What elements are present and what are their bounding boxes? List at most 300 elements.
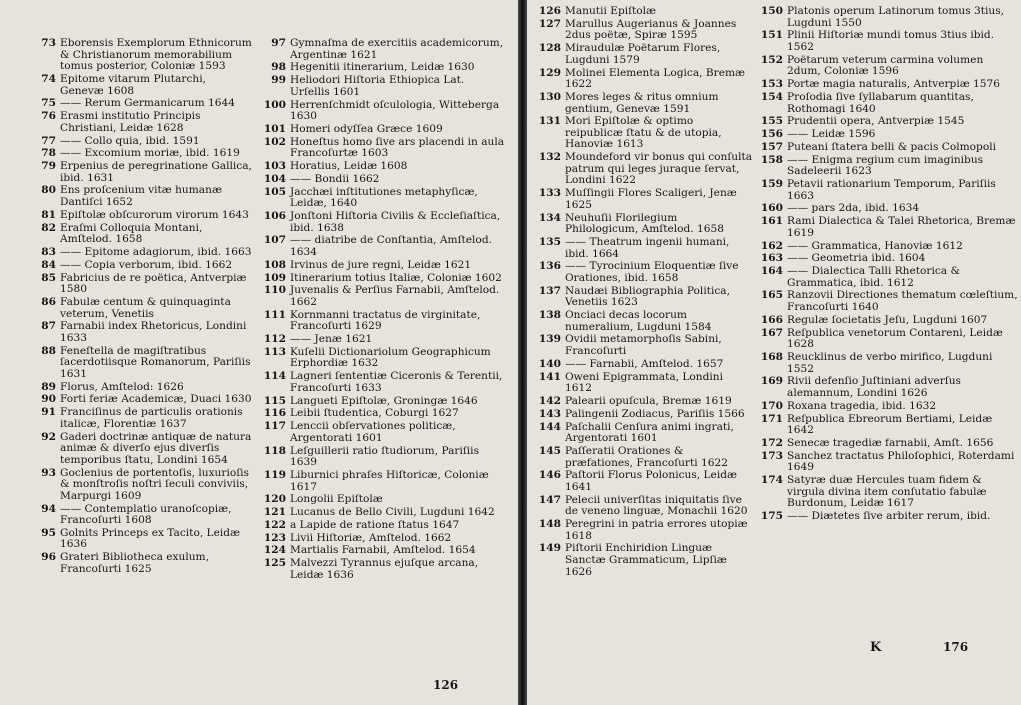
entry-number: 83 bbox=[41, 245, 56, 258]
catalog-entry bbox=[753, 142, 1019, 154]
entry-number: 89 bbox=[41, 380, 56, 393]
catalog-entry bbox=[26, 432, 252, 467]
catalog-entry bbox=[256, 310, 506, 333]
entry-number: 169 bbox=[760, 375, 783, 388]
catalog-entry bbox=[753, 438, 1019, 450]
entry-number: 100 bbox=[263, 98, 286, 111]
entry-text: Feneſtella de magiſtratibus ſacerdotiisque Romanorum, Pariſiis 1631 bbox=[60, 344, 251, 380]
left-page-column-1 bbox=[26, 38, 252, 577]
catalog-entry bbox=[26, 552, 252, 575]
catalog-entry bbox=[26, 210, 252, 222]
entry-text: Heliodori Hiſtoria Ethiopica Lat. Urſellis 1601 bbox=[290, 74, 465, 98]
entry-text: Puteani ſtatera belli & pacis Colmopoli bbox=[787, 140, 996, 153]
catalog-entry bbox=[753, 475, 1019, 510]
entry-text: Mores leges & ritus omnium gentium, Genevæ 1591 bbox=[565, 90, 719, 115]
entry-number: 155 bbox=[760, 115, 783, 128]
entry-number: 175 bbox=[760, 510, 783, 523]
entry-number: 134 bbox=[538, 211, 561, 224]
entry-number: 123 bbox=[263, 531, 286, 544]
entry-number: 84 bbox=[41, 258, 56, 271]
entry-number: 125 bbox=[263, 557, 286, 570]
catalog-entry bbox=[531, 213, 753, 236]
entry-number: 132 bbox=[538, 151, 561, 164]
entry-text: —— Excomium moriæ, ibid. 1619 bbox=[60, 147, 240, 160]
catalog-entry bbox=[26, 74, 252, 97]
entry-number: 157 bbox=[760, 140, 783, 153]
catalog-entry bbox=[531, 92, 753, 115]
entry-number: 158 bbox=[760, 153, 783, 166]
entry-text: Kuſelii Dictionariolum Geographicum Erphordiæ 1632 bbox=[290, 345, 491, 370]
entry-text: Fabulæ centum & quinquaginta veterum, Venetiis bbox=[60, 295, 231, 320]
entry-text: Piſtorii Enchiridion Linguæ Sanctæ Grammaticum, Lipſiæ 1626 bbox=[565, 542, 727, 578]
entry-number: 117 bbox=[263, 420, 286, 433]
entry-number: 114 bbox=[263, 370, 286, 383]
entry-text: Martialis Farnabii, Amſtelod. 1654 bbox=[290, 544, 476, 557]
entry-text: —— Rerum Germanicarum 1644 bbox=[60, 97, 235, 110]
entry-text: Florus, Amſtelod: 1626 bbox=[60, 380, 184, 393]
catalog-entry bbox=[256, 347, 506, 370]
entry-number: 143 bbox=[538, 407, 561, 420]
entry-number: 107 bbox=[263, 234, 286, 247]
entry-number: 104 bbox=[263, 172, 286, 185]
entry-text: Lenccii obſervationes politicæ, Argentorati 1601 bbox=[290, 420, 456, 444]
catalog-entry bbox=[26, 468, 252, 503]
entry-text: —— Enigma regium cum imaginibus Sadeleerii 1623 bbox=[787, 153, 984, 178]
catalog-entry bbox=[256, 124, 506, 136]
catalog-entry bbox=[26, 247, 252, 259]
entry-text: Neuhuſii Florilegium Philologicum, Amſtelod. 1658 bbox=[565, 211, 724, 236]
entry-number: 97 bbox=[271, 37, 286, 49]
entry-number: 118 bbox=[263, 444, 286, 457]
entry-text: Malvezzi Tyrannus ejuſque arcana, Leidæ 1636 bbox=[290, 557, 479, 581]
catalog-entry bbox=[531, 422, 753, 445]
right-page-column-1 bbox=[531, 6, 753, 579]
entry-text: Reucklinus de verbo mirifico, Lugduni 1552 bbox=[787, 351, 993, 375]
entry-text: Regulæ ſocietatis Jeſu, Lugduni 1607 bbox=[787, 313, 988, 326]
entry-text: Lagneri ſententiæ Ciceronis & Terentii, Francoſurti 1633 bbox=[290, 370, 503, 394]
entry-text: a Lapide de ratione ſtatus 1647 bbox=[290, 518, 460, 531]
catalog-entry bbox=[26, 136, 252, 148]
catalog-entry bbox=[753, 401, 1019, 413]
entry-text: Oweni Epigrammata, Londini 1612 bbox=[565, 370, 723, 395]
catalog-entry bbox=[531, 409, 753, 421]
entry-number: 126 bbox=[538, 5, 561, 17]
catalog-entry bbox=[256, 421, 506, 444]
entry-number: 136 bbox=[538, 260, 561, 273]
entry-text: Irvinus de jure regni, Leidæ 1621 bbox=[290, 258, 472, 271]
entry-text: Fabricius de re poëtica, Antverpiæ 1580 bbox=[60, 271, 247, 296]
entry-text: Jonſtoni Hiſtoria Civilis & Eccleſiaſtica, ibid. 1638 bbox=[290, 210, 501, 234]
entry-number: 152 bbox=[760, 53, 783, 66]
entry-text: Pelecii univerſitas iniquitatis ſive de veneno linguæ, Monachii 1620 bbox=[565, 493, 748, 518]
entry-number: 120 bbox=[263, 493, 286, 506]
catalog-entry bbox=[753, 253, 1019, 265]
entry-text: Mori Epiſtolæ & optimo reipublicæ ſtatu & de utopia, Hanoviæ 1613 bbox=[565, 115, 722, 151]
catalog-entry bbox=[26, 382, 252, 394]
entry-text: Grateri Bibliotheca exulum, Francoſurti 1625 bbox=[60, 551, 209, 575]
entry-text: Kornmanni tractatus de virginitate, Francoſurti 1629 bbox=[290, 308, 481, 333]
entry-number: 167 bbox=[760, 326, 783, 339]
right-page-number: 176 bbox=[943, 640, 969, 654]
entry-number: 170 bbox=[760, 399, 783, 412]
entry-number: 154 bbox=[760, 90, 783, 103]
catalog-entry bbox=[753, 203, 1019, 215]
entry-text: Proſodia ſive ſyllabarum quantitas, Rothomagi 1640 bbox=[787, 90, 974, 115]
entry-number: 142 bbox=[538, 395, 561, 407]
catalog-entry bbox=[256, 334, 506, 346]
catalog-entry bbox=[256, 211, 506, 234]
entry-number: 173 bbox=[760, 449, 783, 462]
book-gutter bbox=[518, 0, 527, 705]
right-page bbox=[527, 0, 1021, 705]
entry-number: 160 bbox=[760, 202, 783, 215]
catalog-entry bbox=[753, 116, 1019, 128]
entry-number: 122 bbox=[263, 518, 286, 531]
catalog-entry bbox=[753, 129, 1019, 141]
entry-text: Palearii opuſcula, Bremæ 1619 bbox=[565, 395, 732, 407]
entry-text: Palingenii Zodiacus, Pariſiis 1566 bbox=[565, 407, 745, 420]
catalog-entry bbox=[26, 98, 252, 110]
catalog-entry bbox=[26, 394, 252, 406]
entry-text: —— Collo quia, ibid. 1591 bbox=[60, 134, 200, 147]
entry-text: Lucanus de Bello Civili, Lugduni 1642 bbox=[290, 506, 495, 519]
entry-number: 166 bbox=[760, 313, 783, 326]
entry-number: 94 bbox=[41, 502, 56, 515]
entry-number: 95 bbox=[41, 526, 56, 539]
entry-text: Gymnaſma de exercitiis academicorum, Argentinæ 1621 bbox=[290, 37, 504, 61]
entry-text: Molinei Elementa Logica, Bremæ 1622 bbox=[565, 66, 746, 91]
entry-text: Herrenſchmidt oſculologia, Witteberga 1630 bbox=[290, 98, 500, 123]
entry-number: 81 bbox=[41, 208, 56, 221]
catalog-entry bbox=[531, 334, 753, 357]
catalog-entry bbox=[26, 148, 252, 160]
entry-number: 140 bbox=[538, 357, 561, 370]
entry-text: Rivii defenſio Juſtiniani adverſus alemannum, Londini 1626 bbox=[787, 375, 961, 399]
entry-text: Ranzovii Directiones thematum cœleſtium, Francoſurti 1640 bbox=[787, 289, 1018, 314]
entry-number: 92 bbox=[41, 430, 56, 443]
entry-text: —— diatribe de Conſtantia, Amſtelod. 1634 bbox=[290, 234, 492, 258]
entry-text: Epitome vitarum Plutarchi, Genevæ 1608 bbox=[60, 72, 206, 97]
entry-text: Muſſingii Flores Scaligeri, Jenæ 1625 bbox=[565, 187, 737, 211]
entry-text: —— pars 2da, ibid. 1634 bbox=[787, 202, 920, 215]
entry-text: Moundeford vir bonus qui conſulta patrum qui leges juraque ſervat, Londini 1622 bbox=[565, 151, 753, 187]
entry-number: 121 bbox=[263, 506, 286, 519]
entry-text: Reſpublica Ebreorum Bertiami, Leidæ 1642 bbox=[787, 412, 993, 437]
catalog-entry bbox=[531, 495, 753, 518]
catalog-entry bbox=[256, 137, 506, 160]
entry-text: Erasmi institutio Principis Christiani, Leidæ 1628 bbox=[60, 110, 201, 134]
entry-number: 148 bbox=[538, 518, 561, 531]
entry-number: 168 bbox=[760, 351, 783, 363]
entry-number: 113 bbox=[263, 345, 286, 358]
catalog-entry bbox=[26, 321, 252, 344]
entry-number: 116 bbox=[263, 407, 286, 420]
entry-text: Longolii Epiſtolæ bbox=[290, 493, 383, 506]
entry-number: 91 bbox=[41, 406, 56, 419]
catalog-entry bbox=[256, 100, 506, 123]
entry-number: 124 bbox=[263, 544, 286, 557]
entry-number: 108 bbox=[263, 258, 286, 271]
catalog-entry bbox=[256, 235, 506, 258]
entry-text: Petavii rationarium Temporum, Pariſiis 1663 bbox=[787, 178, 996, 202]
catalog-entry bbox=[753, 376, 1019, 399]
entry-text: Farnabii index Rhetoricus, Londini 1633 bbox=[60, 320, 247, 344]
catalog-entry bbox=[531, 359, 753, 371]
entry-text: —— Bondii 1662 bbox=[290, 172, 380, 185]
entry-text: Honeſtus homo ſive ars placendi in aula Francoſurtæ 1603 bbox=[290, 135, 505, 160]
entry-number: 105 bbox=[263, 185, 286, 198]
catalog-entry bbox=[256, 62, 506, 74]
entry-number: 96 bbox=[41, 551, 56, 564]
entry-number: 145 bbox=[538, 444, 561, 457]
left-page-number: 126 bbox=[433, 678, 459, 692]
entry-text: Prudentii opera, Antverpiæ 1545 bbox=[787, 115, 965, 128]
entry-text: Reſpublica venetorum Contareni, Leidæ 1628 bbox=[787, 326, 1003, 351]
catalog-entry bbox=[753, 328, 1019, 351]
entry-number: 112 bbox=[263, 333, 286, 346]
catalog-entry bbox=[753, 266, 1019, 289]
entry-number: 133 bbox=[538, 187, 561, 200]
catalog-entry bbox=[531, 6, 753, 18]
entry-text: Portæ magia naturalis, Antverpiæ 1576 bbox=[787, 78, 1000, 91]
entry-number: 139 bbox=[538, 333, 561, 346]
entry-number: 111 bbox=[263, 308, 286, 321]
entry-text: Miraudulæ Poëtarum Flores, Lugduni 1579 bbox=[565, 42, 721, 66]
catalog-entry bbox=[256, 38, 506, 61]
catalog-entry bbox=[753, 290, 1019, 313]
catalog-entry bbox=[531, 470, 753, 493]
catalog-entry bbox=[256, 260, 506, 272]
entry-text: —— Epitome adagiorum, ibid. 1663 bbox=[60, 245, 252, 258]
catalog-entry bbox=[753, 451, 1019, 474]
catalog-entry bbox=[531, 43, 753, 66]
entry-number: 171 bbox=[760, 412, 783, 425]
entry-text: —— Grammatica, Hanoviæ 1612 bbox=[787, 239, 963, 252]
catalog-entry bbox=[26, 223, 252, 246]
catalog-entry bbox=[531, 446, 753, 469]
entry-text: Paſſeratii Orationes & præfationes, Francoſurti 1622 bbox=[565, 444, 728, 469]
entry-text: Poëtarum veterum carmina volumen 2dum, Coloniæ 1596 bbox=[787, 53, 984, 78]
catalog-entry bbox=[531, 310, 753, 333]
entry-number: 119 bbox=[263, 468, 286, 481]
entry-number: 88 bbox=[41, 344, 56, 357]
entry-text: Satyræ duæ Hercules tuam fidem & virgula divina item conſutatio fabulæ Burdonum, Leidæ 1617 bbox=[787, 474, 987, 510]
catalog-entry bbox=[256, 520, 506, 532]
entry-text: —— Leidæ 1596 bbox=[787, 128, 876, 141]
entry-text: Hegenitii itinerarium, Leidæ 1630 bbox=[290, 61, 475, 74]
catalog-entry bbox=[256, 507, 506, 519]
entry-number: 130 bbox=[538, 90, 561, 103]
entry-number: 73 bbox=[41, 37, 56, 49]
catalog-entry bbox=[753, 511, 1019, 523]
catalog-entry bbox=[256, 187, 506, 210]
entry-number: 109 bbox=[263, 271, 286, 284]
entry-text: Platonis operum Latinorum tomus 3tius, Lugduni 1550 bbox=[787, 5, 1005, 29]
entry-number: 137 bbox=[538, 284, 561, 297]
catalog-entry bbox=[753, 315, 1019, 327]
entry-number: 138 bbox=[538, 309, 561, 322]
entry-number: 146 bbox=[538, 469, 561, 482]
entry-text: —— Diætetes ſive arbiter rerum, ibid. bbox=[787, 510, 991, 523]
catalog-entry bbox=[531, 188, 753, 211]
entry-text: Goclenius de portentoſis, luxurioſis & monſtroſis noſtri ſeculi conviviis, Marpurgi 1609 bbox=[60, 466, 249, 502]
entry-number: 163 bbox=[760, 252, 783, 265]
right-page-column-2 bbox=[753, 6, 1019, 524]
entry-text: —— Jenæ 1621 bbox=[290, 333, 373, 346]
catalog-entry bbox=[753, 155, 1019, 178]
signature-mark: K bbox=[870, 640, 882, 655]
catalog-entry bbox=[256, 75, 506, 98]
entry-number: 161 bbox=[760, 215, 783, 228]
entry-text: Horatius, Leidæ 1608 bbox=[290, 160, 408, 173]
entry-text: Manutii Epiſtolæ bbox=[565, 5, 657, 17]
catalog-entry bbox=[531, 68, 753, 91]
entry-text: Leibii ſtudentica, Coburgi 1627 bbox=[290, 407, 459, 420]
catalog-entry bbox=[531, 519, 753, 542]
entry-text: Marullus Augerianus & Joannes 2dus poëtæ, Spiræ 1595 bbox=[565, 17, 737, 42]
entry-text: —— Dialectica Talli Rhetorica & Grammatica, ibid. 1612 bbox=[787, 265, 960, 289]
entry-text: —— Geometria ibid. 1604 bbox=[787, 252, 926, 265]
left-page-column-2 bbox=[256, 38, 506, 583]
catalog-entry bbox=[531, 237, 753, 260]
entry-text: —— Farnabii, Amſtelod. 1657 bbox=[565, 357, 724, 370]
catalog-entry bbox=[256, 396, 506, 408]
catalog-entry bbox=[256, 371, 506, 394]
entry-number: 101 bbox=[263, 122, 286, 135]
entry-number: 127 bbox=[538, 17, 561, 30]
catalog-entry bbox=[753, 241, 1019, 253]
catalog-entry bbox=[256, 285, 506, 308]
entry-text: Epiſtolæ obſcurorum virorum 1643 bbox=[60, 208, 249, 221]
entry-text: Paſtorii Florus Polonicus, Leidæ 1641 bbox=[565, 469, 737, 493]
catalog-entry bbox=[753, 216, 1019, 239]
catalog-entry bbox=[26, 260, 252, 272]
entry-text: Forti feriæ Academicæ, Duaci 1630 bbox=[60, 393, 252, 406]
entry-text: Onciaci decas locorum numeralium, Lugduni 1584 bbox=[565, 309, 712, 333]
entry-text: Leſguillerii ratio ſtudiorum, Pariſiis 1639 bbox=[290, 444, 480, 469]
catalog-entry bbox=[256, 494, 506, 506]
catalog-entry bbox=[256, 273, 506, 285]
catalog-entry bbox=[753, 55, 1019, 78]
catalog-entry bbox=[26, 528, 252, 551]
entry-text: Naudæi Bibliographia Politica, Venetiis 1623 bbox=[565, 284, 730, 309]
entry-text: Franciſinus de particulis orationis italicæ, Florentiæ 1637 bbox=[60, 406, 243, 430]
entry-number: 99 bbox=[271, 74, 286, 87]
entry-number: 141 bbox=[538, 370, 561, 383]
entry-text: Roxana tragedia, ibid. 1632 bbox=[787, 399, 937, 412]
catalog-entry bbox=[753, 352, 1019, 375]
entry-text: —— Contemplatio uranoſcopiæ, Francoſurti 1608 bbox=[60, 502, 232, 527]
catalog-entry bbox=[256, 408, 506, 420]
entry-text: —— Copia verborum, ibid. 1662 bbox=[60, 258, 233, 271]
entry-number: 82 bbox=[41, 221, 56, 234]
entry-number: 106 bbox=[263, 210, 286, 222]
entry-number: 87 bbox=[41, 320, 56, 333]
entry-text: Livii Hiſtoriæ, Amſtelod. 1662 bbox=[290, 531, 452, 544]
catalog-entry bbox=[256, 174, 506, 186]
entry-text: Itinerarium totius Italiæ, Coloniæ 1602 bbox=[290, 271, 502, 284]
catalog-entry bbox=[26, 346, 252, 381]
entry-number: 115 bbox=[263, 394, 286, 407]
entry-text: Eborensis Exemplorum Ethnicorum & Christianorum memorabilium tomus posterior, Coloniæ 1593 bbox=[60, 37, 252, 73]
catalog-entry bbox=[753, 6, 1019, 29]
catalog-entry bbox=[531, 543, 753, 578]
catalog-entry bbox=[531, 116, 753, 151]
entry-text: Sanchez tractatus Philoſophici, Roterdami 1649 bbox=[787, 449, 1015, 474]
catalog-entry bbox=[753, 414, 1019, 437]
entry-text: Senecæ tragediæ farnabii, Amſt. 1656 bbox=[787, 436, 994, 449]
entry-text: Gaderi doctrinæ antiquæ de natura animæ & diverſo ejus diverſis temporibus ſtatu, Londini 1654 bbox=[60, 430, 252, 466]
entry-number: 110 bbox=[263, 284, 286, 297]
entry-number: 74 bbox=[41, 72, 56, 85]
catalog-entry bbox=[26, 161, 252, 184]
entry-number: 150 bbox=[760, 5, 783, 17]
catalog-entry bbox=[26, 38, 252, 73]
entry-number: 165 bbox=[760, 289, 783, 302]
entry-text: Rami Dialectica & Talei Rhetorica, Bremæ 1619 bbox=[787, 215, 1016, 239]
entry-text: Ens proſcenium vitæ humanæ Dantiſci 1652 bbox=[60, 184, 222, 209]
catalog-entry bbox=[531, 286, 753, 309]
entry-number: 172 bbox=[760, 436, 783, 449]
entry-number: 129 bbox=[538, 66, 561, 79]
catalog-entry bbox=[26, 407, 252, 430]
entry-number: 86 bbox=[41, 295, 56, 308]
catalog-entry bbox=[256, 446, 506, 469]
entry-number: 135 bbox=[538, 235, 561, 248]
entry-number: 75 bbox=[41, 97, 56, 110]
entry-number: 93 bbox=[41, 466, 56, 479]
catalog-entry bbox=[531, 261, 753, 284]
catalog-entry bbox=[753, 30, 1019, 53]
catalog-entry bbox=[256, 161, 506, 173]
entry-number: 131 bbox=[538, 115, 561, 128]
entry-number: 128 bbox=[538, 42, 561, 55]
entry-number: 156 bbox=[760, 128, 783, 141]
entry-text: Golnits Princeps ex Tacito, Leidæ 1636 bbox=[60, 526, 240, 551]
entry-number: 164 bbox=[760, 265, 783, 278]
catalog-entry bbox=[256, 470, 506, 493]
entry-number: 174 bbox=[760, 474, 783, 487]
entry-text: Ovidii metamorphoſis Sabini, Francoſurti bbox=[565, 333, 722, 358]
entry-number: 144 bbox=[538, 420, 561, 433]
catalog-entry bbox=[531, 152, 753, 187]
entry-number: 85 bbox=[41, 271, 56, 284]
entry-text: Paſchalii Cenſura animi ingrati, Argentorati 1601 bbox=[565, 420, 734, 445]
entry-number: 153 bbox=[760, 78, 783, 91]
catalog-entry bbox=[26, 273, 252, 296]
entry-number: 103 bbox=[263, 160, 286, 173]
catalog-entry bbox=[531, 19, 753, 42]
entry-text: Plinii Hiſtoriæ mundi tomus 3tius ibid. 1562 bbox=[787, 29, 995, 53]
entry-text: —— Tyrocinium Eloquentiæ ſive Orationes, ibid. 1658 bbox=[565, 260, 739, 284]
catalog-entry bbox=[256, 558, 506, 581]
entry-number: 78 bbox=[41, 147, 56, 160]
catalog-entry bbox=[256, 545, 506, 557]
catalog-entry bbox=[753, 79, 1019, 91]
entry-text: —— Theatrum ingenii humani, ibid. 1664 bbox=[565, 235, 730, 260]
catalog-entry bbox=[26, 111, 252, 134]
entry-text: Eraſmi Colloquia Montani, Amſtelod. 1658 bbox=[60, 221, 203, 246]
entry-text: Homeri odyſſea Græce 1609 bbox=[290, 122, 443, 135]
entry-text: Erpenius de peregrinatione Gallica, ibid. 1631 bbox=[60, 160, 252, 184]
catalog-entry bbox=[531, 372, 753, 395]
catalog-entry bbox=[26, 185, 252, 208]
catalog-entry bbox=[753, 179, 1019, 202]
entry-number: 76 bbox=[41, 110, 56, 123]
catalog-entry bbox=[753, 92, 1019, 115]
entry-number: 80 bbox=[41, 184, 56, 197]
entry-text: Langueti Epiſtolæ, Groningæ 1646 bbox=[290, 394, 478, 407]
